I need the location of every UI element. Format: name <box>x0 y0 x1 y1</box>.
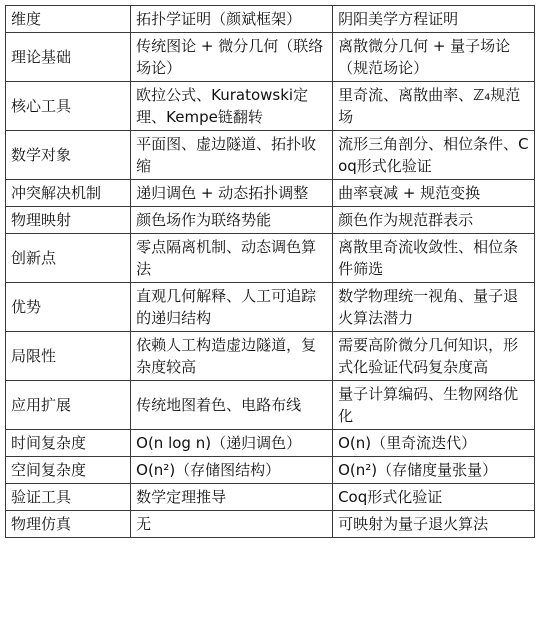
row-yinyang-proof: O(n²)（存储度量张量） <box>333 457 535 484</box>
row-yinyang-proof: 里奇流、离散曲率、ℤ₄规范场 <box>333 82 535 131</box>
row-yinyang-proof: 离散里奇流收敛性、相位条件筛选 <box>333 234 535 283</box>
row-yinyang-proof: 流形三角剖分、相位条件、Coq形式化验证 <box>333 131 535 180</box>
table-row <box>6 82 535 131</box>
row-yinyang-proof: 颜色作为规范群表示 <box>333 207 535 234</box>
row-dimension: 冲突解决机制 <box>6 180 131 207</box>
row-yinyang-proof: Coq形式化验证 <box>333 484 535 511</box>
row-dimension: 局限性 <box>6 332 131 381</box>
row-topology-proof: O(n log n)（递归调色） <box>131 430 333 457</box>
table-row <box>6 283 535 332</box>
header-yinyang-proof: 阴阳美学方程证明 <box>333 6 535 33</box>
row-topology-proof: 平面图、虚边隧道、拓扑收缩 <box>131 131 333 180</box>
row-dimension: 理论基础 <box>6 33 131 82</box>
row-dimension: 空间复杂度 <box>6 457 131 484</box>
row-topology-proof: 依赖人工构造虚边隧道，复杂度较高 <box>131 332 333 381</box>
row-yinyang-proof: 离散微分几何 + 量子场论（规范场论） <box>333 33 535 82</box>
table-row <box>6 511 535 538</box>
comparison-table <box>5 5 535 538</box>
row-topology-proof: 颜色场作为联络势能 <box>131 207 333 234</box>
row-dimension: 时间复杂度 <box>6 430 131 457</box>
row-topology-proof: 零点隔离机制、动态调色算法 <box>131 234 333 283</box>
table-row <box>6 484 535 511</box>
table-row <box>6 381 535 430</box>
table-row <box>6 234 535 283</box>
row-dimension: 优势 <box>6 283 131 332</box>
row-yinyang-proof: 数学物理统一视角、量子退火算法潜力 <box>333 283 535 332</box>
row-dimension: 应用扩展 <box>6 381 131 430</box>
row-dimension: 验证工具 <box>6 484 131 511</box>
table-row <box>6 332 535 381</box>
header-topology-proof: 拓扑学证明（颜斌框架） <box>131 6 333 33</box>
row-yinyang-proof: 可映射为量子退火算法 <box>333 511 535 538</box>
table-header-row <box>6 6 535 33</box>
row-topology-proof: 传统地图着色、电路布线 <box>131 381 333 430</box>
row-topology-proof: 传统图论 + 微分几何（联络场论） <box>131 33 333 82</box>
row-topology-proof: 数学定理推导 <box>131 484 333 511</box>
row-yinyang-proof: 需要高阶微分几何知识，形式化验证代码复杂度高 <box>333 332 535 381</box>
row-dimension: 数学对象 <box>6 131 131 180</box>
table-row <box>6 131 535 180</box>
table-row <box>6 457 535 484</box>
row-topology-proof: 递归调色 + 动态拓扑调整 <box>131 180 333 207</box>
header-dimension: 维度 <box>6 6 131 33</box>
table-row <box>6 430 535 457</box>
table-row <box>6 180 535 207</box>
table-row <box>6 33 535 82</box>
table-body <box>6 6 535 538</box>
row-topology-proof: O(n²)（存储图结构） <box>131 457 333 484</box>
row-topology-proof: 欧拉公式、Kuratowski定理、Kempe链翻转 <box>131 82 333 131</box>
row-dimension: 创新点 <box>6 234 131 283</box>
row-dimension: 物理仿真 <box>6 511 131 538</box>
row-yinyang-proof: O(n)（里奇流迭代） <box>333 430 535 457</box>
row-dimension: 核心工具 <box>6 82 131 131</box>
row-dimension: 物理映射 <box>6 207 131 234</box>
row-yinyang-proof: 曲率衰减 + 规范变换 <box>333 180 535 207</box>
table-row <box>6 207 535 234</box>
row-topology-proof: 无 <box>131 511 333 538</box>
row-yinyang-proof: 量子计算编码、生物网络优化 <box>333 381 535 430</box>
row-topology-proof: 直观几何解释、人工可追踪的递归结构 <box>131 283 333 332</box>
